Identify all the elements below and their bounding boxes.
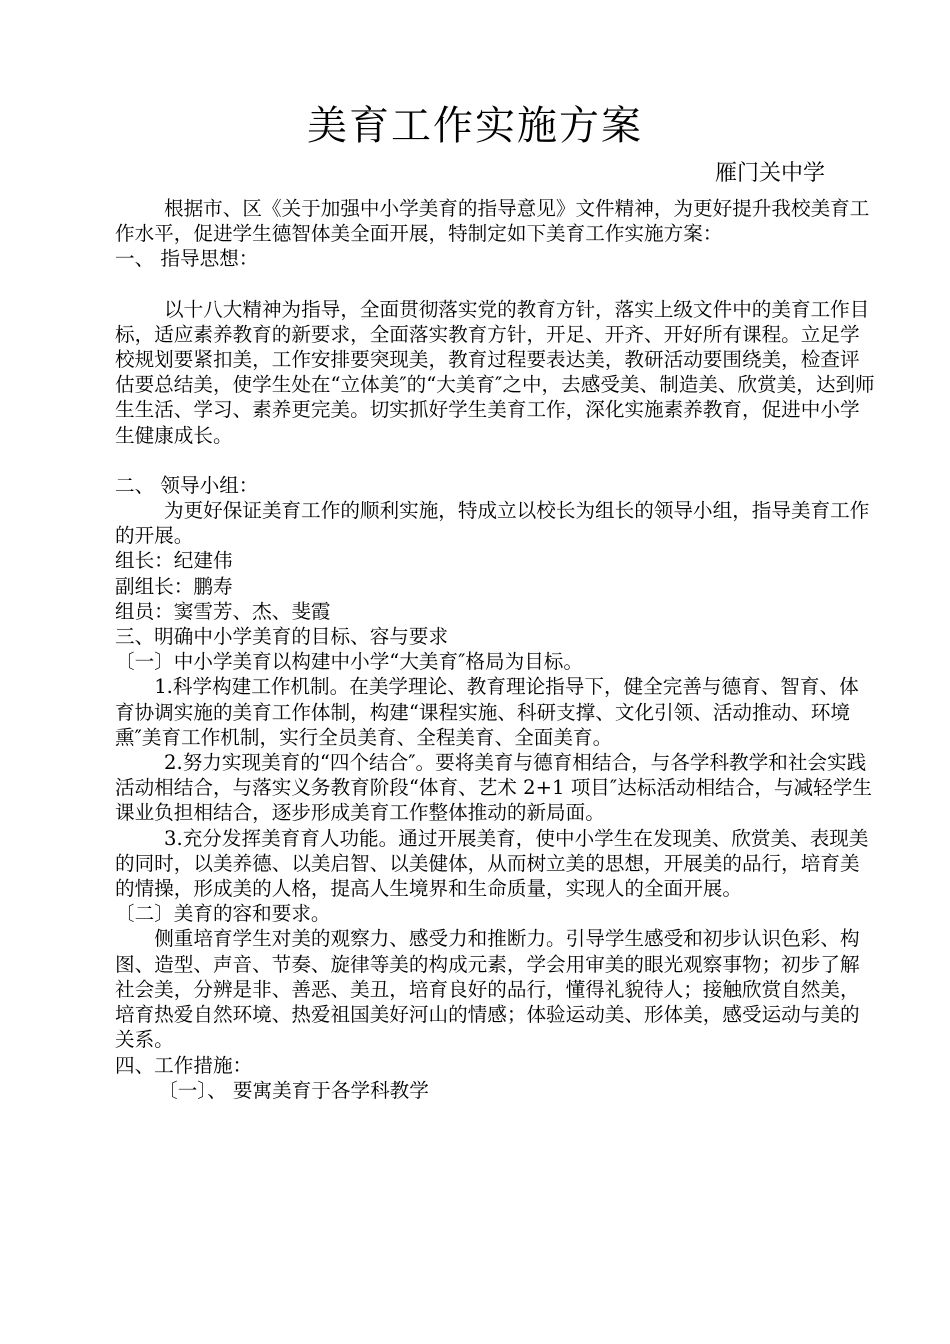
members-line: 组员：窦雪芳、杰、斐霞 xyxy=(115,599,331,623)
section-1-heading: 一、 指导思想： xyxy=(115,247,259,271)
section-2-body: 为更好保证美育工作的顺利实施，特成立以校长为组长的领导小组，指导美育工作的开展。 xyxy=(115,499,870,548)
blank-line xyxy=(115,448,875,473)
section-3-subheading-1: 〔一〕中小学美育以构建中小学“大美育″格局为目标。 xyxy=(115,650,583,674)
section-3-item-2: 2.努力实现美育的“四个结合″。要将美育与德育相结合，与各学科教学和社会实践活动相结合，与落实义务教育阶段“体育、艺术 2+1 项目″达标活动相结合，与减轻学生课业负担相结合，逐步形成美育工作整体推动的新局面。 xyxy=(115,751,872,825)
section-3-item-1: 1.科学构建工作机制。在美学理论、教育理论指导下，健全完善与德育、智育、体育协调实施的美育工作体制，构建“课程实施、科研支撑、文化引领、活动推动、环境熏″美育工作机制，实行全员美育、全程美育、全面美育。 xyxy=(115,675,859,749)
section-4-heading: 四、工作措施： xyxy=(115,1053,253,1077)
section-3-subheading-2: 〔二〕美育的容和要求。 xyxy=(115,902,331,926)
leader-line: 组长：纪建伟 xyxy=(115,549,233,573)
section-3-item-3: 3.充分发挥美育育人功能。通过开展美育，使中小学生在发现美、欣赏美、表现美的同时，以美养德、以美启智、以美健体，从而树立美的思想，开展美的品行，培育美的情操，形成美的人格，提高人生境界和生命质量，实现人的全面开展。 xyxy=(115,826,869,901)
document-body xyxy=(115,196,875,1103)
section-4-subheading-1: 〔一〕、 要寓美育于各学科教学 xyxy=(158,1078,429,1102)
intro-paragraph: 根据市、区《关于加强中小学美育的指导意见》文件精神，为更好提升我校美育工作水平，促进学生德智体美全面开展，特制定如下美育工作实施方案： xyxy=(115,197,870,246)
section-2-heading: 二、 领导小组： xyxy=(115,473,259,497)
school-name: 雁门关中学 xyxy=(715,161,826,186)
section-3-subheading-2-body: 侧重培育学生对美的观察力、感受力和推断力。引导学生感受和初步认识色彩、构图、造型、声音、节奏、旋律等美的构成元素，学会用审美的眼光观察事物；初步了解社会美，分辨是非、善恶、美丑，培育良好的品行，懂得礼貌待人；接触欣赏自然美，培育热爱自然环境、热爱祖国美好河山的情感；体验运动美、形体美，感受运动与美的关系。 xyxy=(115,927,860,1052)
blank-line xyxy=(115,272,875,297)
section-3-heading: 三、明确中小学美育的目标、容与要求 xyxy=(115,625,449,649)
vice-leader-line: 副组长：鹏寿 xyxy=(115,574,233,598)
document-title: 美育工作实施方案 xyxy=(307,103,643,149)
section-1-body: 以十八大精神为指导，全面贯彻落实党的教育方针，落实上级文件中的美育工作目标，适应素养教育的新要求，全面落实教育方针，开足、开齐、开好所有课程。立足学校规划要紧扣美，工作安排要突现美，教育过程要表达美，教研活动要围绕美，检查评估要总结美，使学生处在“立体美″的“大美育″之中，去感受美、制造美、欣赏美，达到师生生活、学习、素养更完美。切实抓好学生美育工作，深化实施素养教育，促进中小学生健康成长。 xyxy=(115,297,875,447)
